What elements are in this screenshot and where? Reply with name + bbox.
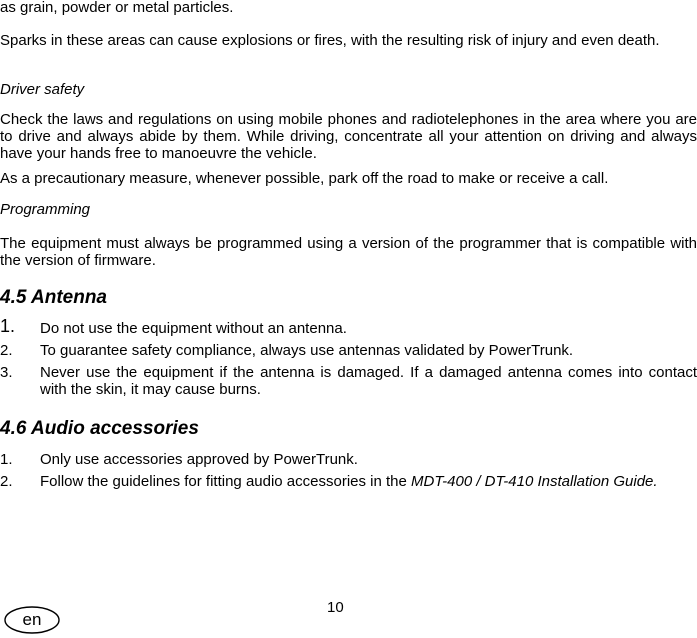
driver-safety-title: Driver safety (0, 81, 85, 98)
audio-heading: 4.6 Audio accessories (0, 418, 199, 439)
audio-item-2 (0, 473, 697, 490)
list-item-text: To guarantee safety compliance, always use antennas validated by PowerTrunk. (40, 342, 574, 359)
list-number: 3. (0, 364, 13, 381)
language-label: en (22, 610, 42, 629)
list-item-text: Do not use the equipment without an antenna. (40, 320, 347, 337)
page-number: 10 (327, 599, 344, 616)
list-item-text-part: Follow the guidelines for fitting audio accessories in the (40, 473, 412, 490)
driver-safety-paragraph-2: As a precautionary measure, whenever possible, park off the road to make or receive a call. (0, 170, 609, 187)
list-number: 2. (0, 473, 13, 490)
antenna-item-3 (0, 364, 697, 398)
language-badge (4, 606, 60, 634)
audio-item-1 (0, 451, 697, 468)
programming-paragraph: The equipment must always be programmed using a version of the programmer that is compatible with the version of firmware. (0, 235, 697, 269)
programming-title: Programming (0, 201, 91, 218)
list-item-text (40, 473, 697, 490)
list-item-text: Never use the equipment if the antenna is damaged. If a damaged antenna comes into contact with the skin, it may cause burns. (40, 364, 697, 398)
antenna-item-2 (0, 342, 697, 359)
list-number: 1. (0, 451, 13, 468)
sparks-paragraph: Sparks in these areas can cause explosions or fires, with the resulting risk of injury and even death. (0, 32, 660, 49)
list-item-text: Only use accessories approved by PowerTrunk. (40, 451, 358, 468)
continued-text: as grain, powder or metal particles. (0, 0, 234, 16)
list-number: 2. (0, 342, 13, 359)
installation-guide-reference: MDT-400 / DT-410 Installation Guide. (411, 473, 658, 490)
antenna-item-1 (0, 316, 697, 337)
list-number: 1. (0, 316, 16, 336)
driver-safety-paragraph: Check the laws and regulations on using mobile phones and radiotelephones in the area where you are to drive and always abide by them. While driving, concentrate all your attention on driving and always have your hands free to manoeuvre the vehicle. (0, 111, 697, 162)
antenna-heading: 4.5 Antenna (0, 287, 107, 308)
